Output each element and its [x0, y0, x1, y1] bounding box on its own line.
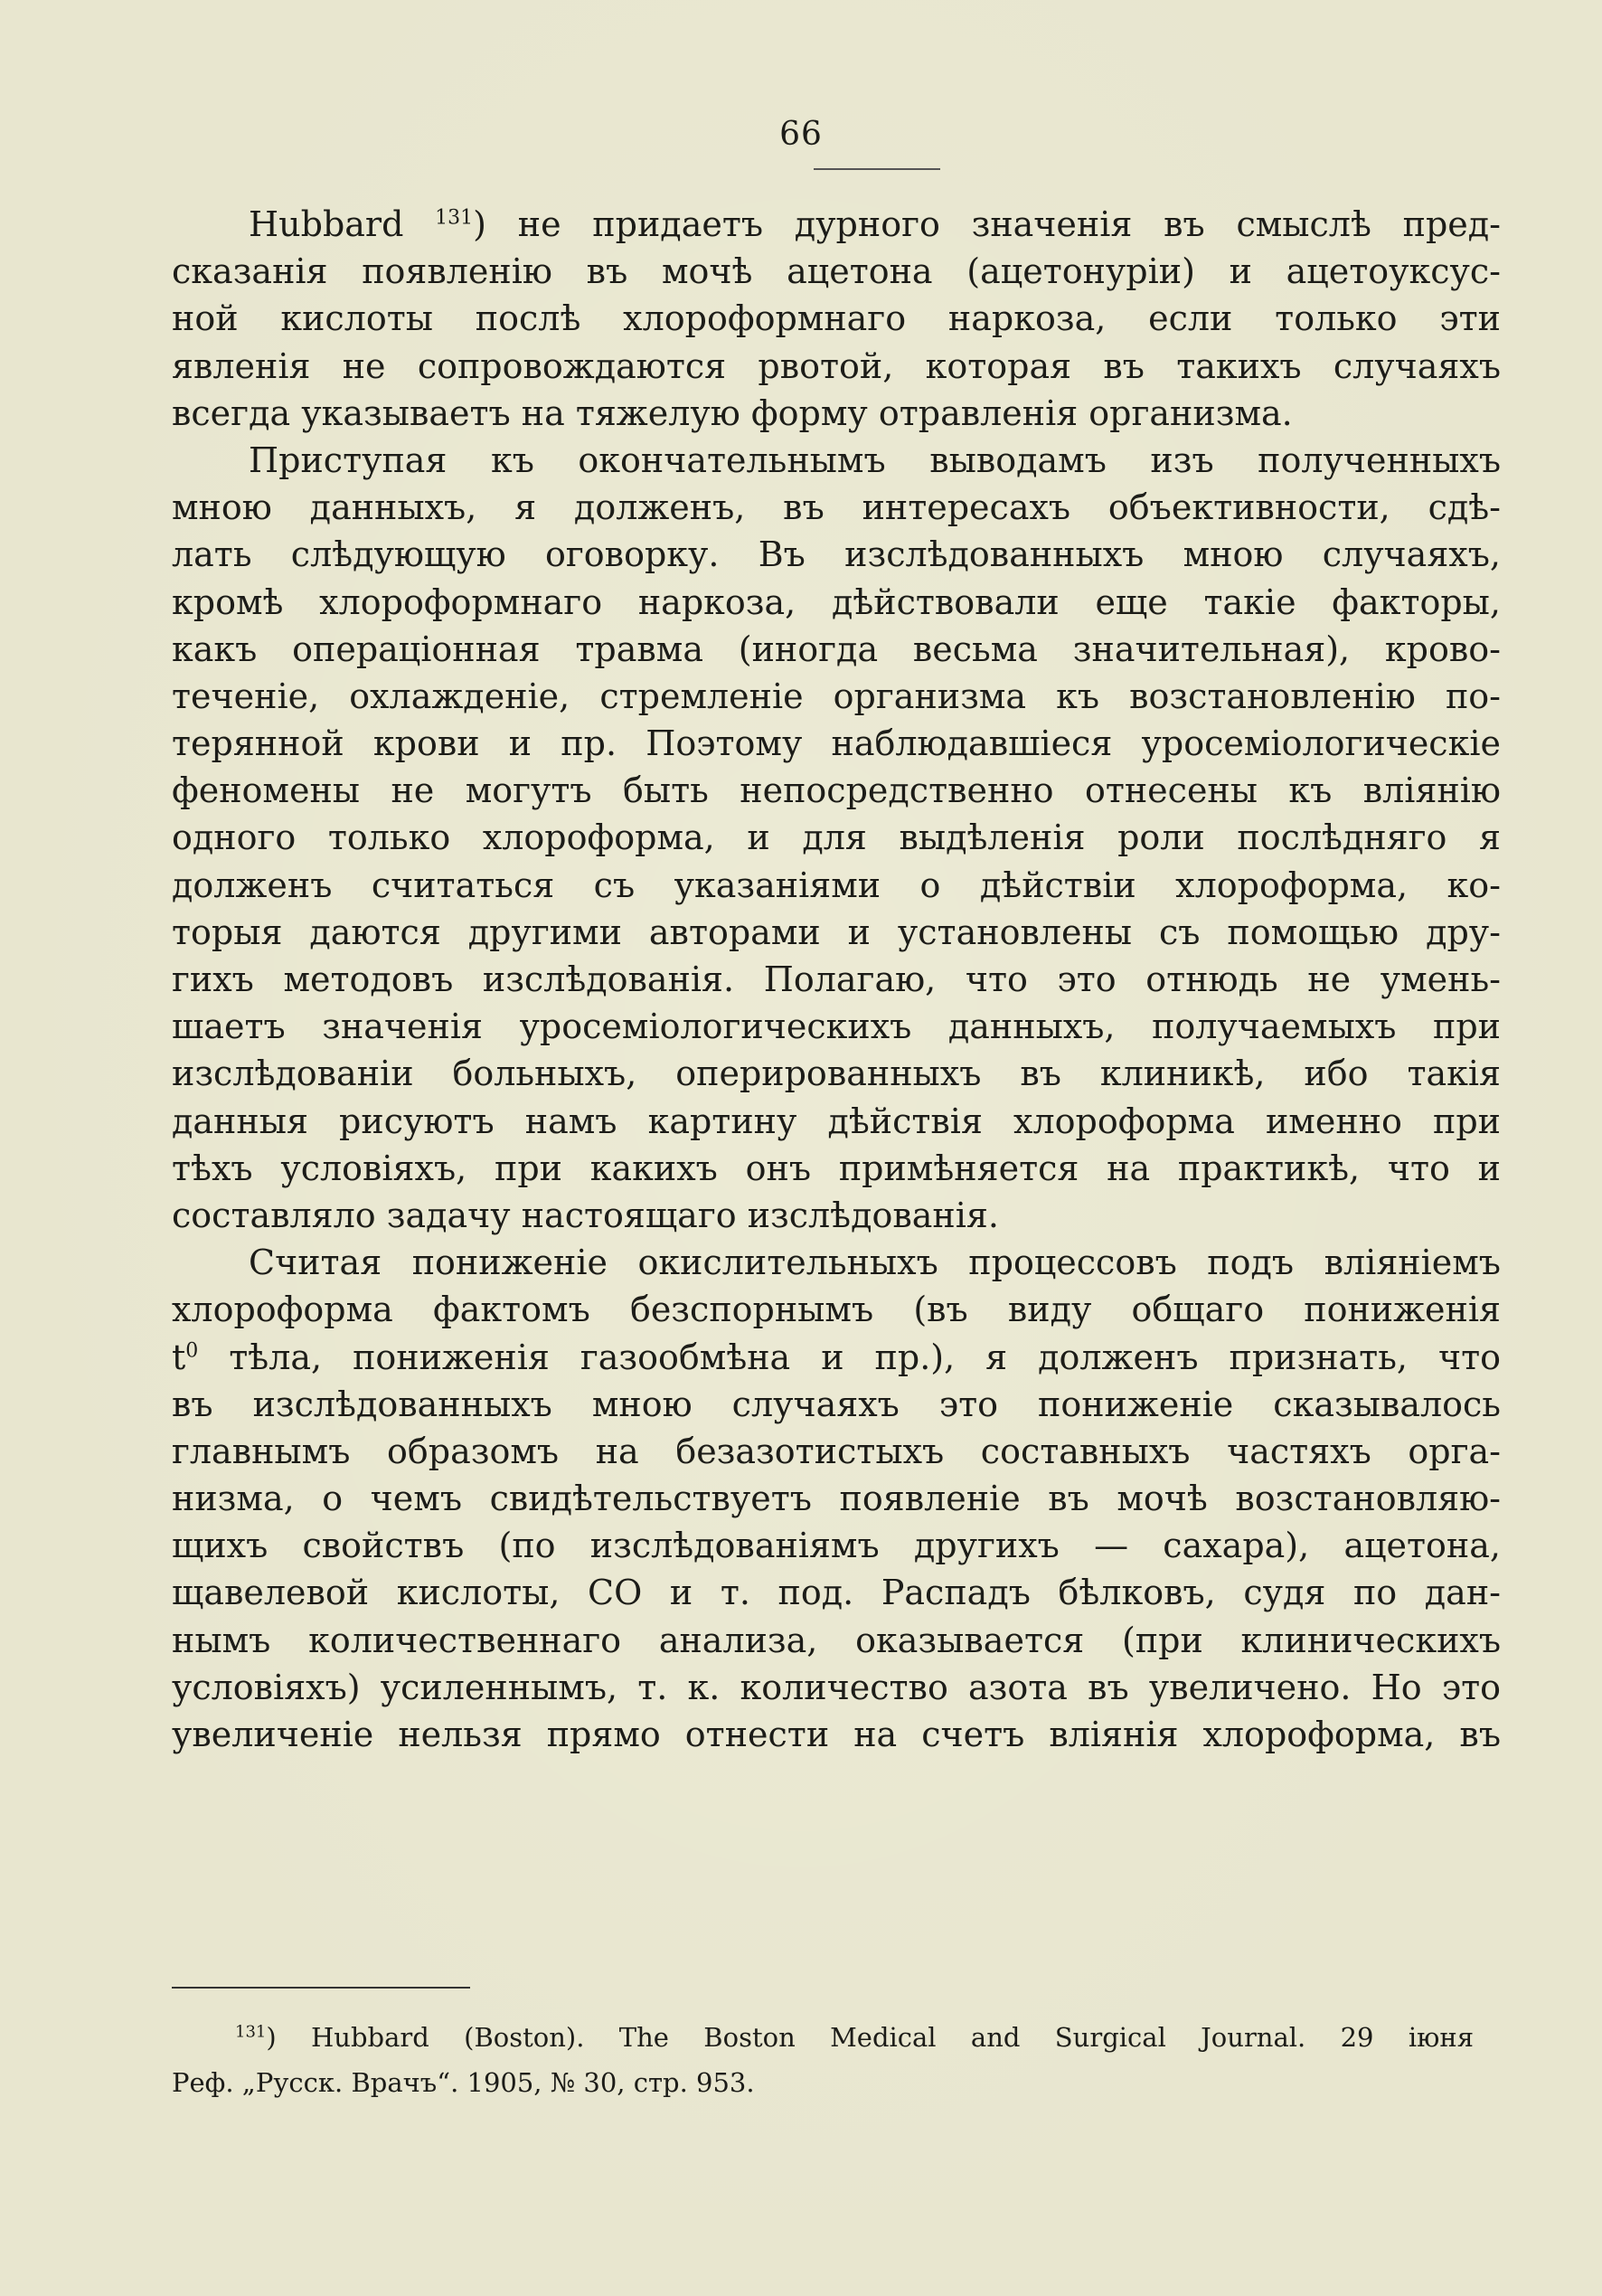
- line-text: ) не придаетъ дурного значенія въ смыслѣ пред-: [473, 204, 1501, 244]
- footnote-marker: 131: [235, 2022, 267, 2042]
- text-line: нымъ количественнаго анализа, оказывается (при клиническихъ: [172, 1620, 1501, 1660]
- paragraph-3: [172, 1239, 1501, 1758]
- text-line: ной кислоты послѣ хлороформнаго наркоза, если только эти: [172, 298, 1501, 339]
- text-line: тѣхъ условіяхъ, при какихъ онъ примѣняется на практикѣ, что и: [172, 1148, 1501, 1188]
- text-line: [172, 201, 1501, 248]
- text-line: изслѣдованіи больныхъ, оперированныхъ въ клиникѣ, ибо такія: [172, 1054, 1501, 1094]
- text-line: какъ операціонная травма (иногда весьма значительная), крово-: [172, 628, 1501, 669]
- footnote-line: Реф. „Русск. Врачъ“. 1905, № 30, стр. 953.: [172, 2067, 755, 2098]
- text-line: одного только хлороформа, и для выдѣленія роли послѣдняго я: [172, 817, 1501, 858]
- footnote-reference: 131: [435, 206, 474, 230]
- text-line: шаетъ значенія уросеміологическихъ данныхъ, получаемыхъ при: [172, 1006, 1501, 1047]
- footnote-line: [172, 2015, 1474, 2060]
- paragraph-1: [172, 201, 1501, 437]
- text-line: условіяхъ) усиленнымъ, т. к. количество азота въ увеличено. Но это: [172, 1667, 1501, 1707]
- text-line: данныя рисуютъ намъ картину дѣйствія хлороформа именно при: [172, 1101, 1501, 1141]
- page-number-rule: [814, 168, 940, 170]
- text-line: главнымъ образомъ на безазотистыхъ составныхъ частяхъ орга-: [172, 1431, 1501, 1471]
- line-text: t: [172, 1337, 186, 1377]
- text-line: низма, о чемъ свидѣтельствуетъ появленіе въ мочѣ возстановляю-: [172, 1479, 1501, 1519]
- text-line: кромѣ хлороформнаго наркоза, дѣйствовали еще такіе факторы,: [172, 581, 1501, 622]
- text-line: Считая пониженіе окислительныхъ процессовъ подъ вліяніемъ: [249, 1242, 1501, 1283]
- text-line: долженъ считаться съ указаніями о дѣйствіи хлороформа, ко-: [172, 865, 1501, 905]
- text-line: гихъ методовъ изслѣдованія. Полагаю, что это отнюдь не умень-: [172, 959, 1501, 999]
- footnote-text: ) Hubbard (Boston). The Boston Medical and Surgical Journal. 29 іюня: [266, 2022, 1474, 2053]
- text-line: въ изслѣдованныхъ мною случаяхъ это пониженіе сказывалось: [172, 1384, 1501, 1424]
- text-line: щихъ свойствъ (по изслѣдованіямъ другихъ — сахара), ацетона,: [172, 1526, 1501, 1566]
- text-line: торыя даются другими авторами и установлены съ помощью дру-: [172, 912, 1501, 952]
- footnote-rule: [172, 1987, 470, 1989]
- text-line: щавелевой кислоты, СО и т. под. Распадъ бѣлковъ, судя по дан-: [172, 1573, 1501, 1613]
- paragraph-2: [172, 437, 1501, 1239]
- text-line: терянной крови и пр. Поэтому наблюдавшіеся уросеміологическіе: [172, 723, 1501, 764]
- text-line: хлороформа фактомъ безспорнымъ (въ виду общаго пониженія: [172, 1290, 1501, 1330]
- text-line: мною данныхъ, я долженъ, въ интересахъ объективности, сдѣ-: [172, 487, 1501, 528]
- text-line: всегда указываетъ на тяжелую форму отравленія организма.: [172, 392, 1293, 433]
- body-text: [172, 201, 1501, 1758]
- text-line: [172, 1334, 1501, 1381]
- text-line: Приступая къ окончательнымъ выводамъ изъ полученныхъ: [249, 439, 1501, 480]
- text-line: явленія не сопровождаются рвотой, которая въ такихъ случаяхъ: [172, 345, 1501, 386]
- text-line: теченіе, охлажденіе, стремленіе организма къ возстановленію по-: [172, 676, 1501, 716]
- author-name: Hubbard: [249, 204, 436, 244]
- text-line: составляло задачу настоящаго изслѣдованія.: [172, 1195, 999, 1235]
- text-line: лать слѣдующую оговорку. Въ изслѣдованныхъ мною случаяхъ,: [172, 534, 1501, 575]
- text-line: сказанія появленію въ мочѣ ацетона (ацетонуріи) и ацетоуксус-: [172, 251, 1501, 292]
- text-line: феномены не могутъ быть непосредственно отнесены къ вліянію: [172, 770, 1501, 811]
- line-text: тѣла, пониженія газообмѣна и пр.), я долженъ признать, что: [198, 1337, 1501, 1377]
- text-line: увеличеніе нельзя прямо отнести на счетъ вліянія хлороформа, въ: [172, 1715, 1501, 1754]
- page-number: 66: [779, 116, 823, 153]
- footnote: [172, 2015, 1474, 2105]
- degree-superscript: 0: [185, 1338, 199, 1362]
